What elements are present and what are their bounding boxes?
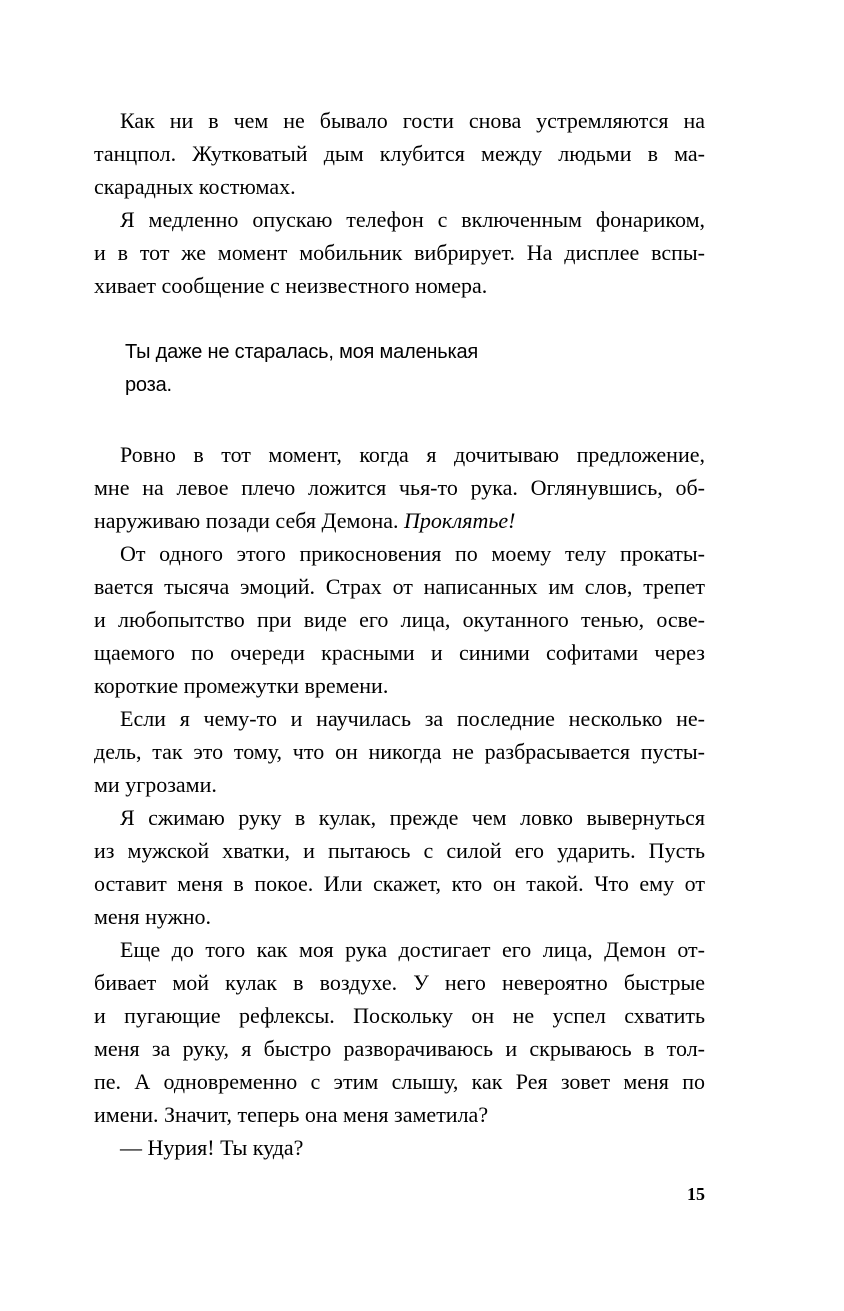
text-line xyxy=(94,137,705,170)
text-segment: Я медленно опускаю телефон с включенным фонариком, xyxy=(120,207,705,232)
text-segment: оставит меня в покое. Или скажет, кто он такой. Что ему от xyxy=(94,871,705,896)
text-segment: короткие промежутки времени. xyxy=(94,673,389,698)
text-line xyxy=(94,735,705,768)
text-segment: скарадных костюмах. xyxy=(94,174,296,199)
text-segment: пе. А одновременно с этим слышу, как Рея зовет меня по xyxy=(94,1069,705,1094)
text-line xyxy=(94,537,705,570)
text-line xyxy=(94,999,705,1032)
paragraph xyxy=(94,104,705,203)
text-block xyxy=(94,104,705,1164)
text-line xyxy=(125,369,705,402)
text-segment: роза. xyxy=(125,374,172,396)
paragraph xyxy=(94,438,705,537)
text-line xyxy=(94,702,705,735)
paragraph xyxy=(94,702,705,801)
text-line xyxy=(94,834,705,867)
text-line xyxy=(94,966,705,999)
text-line xyxy=(94,1032,705,1065)
dialogue-line xyxy=(94,1131,705,1164)
paragraph xyxy=(94,801,705,933)
text-line xyxy=(94,801,705,834)
text-segment: Еще до того как моя рука достигает его лица, Демон от- xyxy=(120,937,705,962)
text-line xyxy=(94,170,705,203)
text-segment: бивает мой кулак в воздухе. У него невероятно быстрые xyxy=(94,970,705,995)
text-line xyxy=(94,1131,705,1164)
text-segment: из мужской хватки, и пытаюсь с силой его ударить. Пусть xyxy=(94,838,705,863)
text-segment: и любопытство при виде его лица, окутанного тенью, осве- xyxy=(94,607,705,632)
text-line xyxy=(94,471,705,504)
text-line xyxy=(94,636,705,669)
text-line xyxy=(94,669,705,702)
text-segment: ми угрозами. xyxy=(94,772,217,797)
text-line xyxy=(94,269,705,302)
text-line xyxy=(94,438,705,471)
text-segment: наруживаю позади себя Демона. xyxy=(94,508,404,533)
text-segment: — Нурия! Ты куда? xyxy=(120,1135,304,1160)
text-segment: меня за руку, я быстро разворачиваюсь и скрываюсь в тол- xyxy=(94,1036,705,1061)
text-line xyxy=(94,900,705,933)
text-segment: и в тот же момент мобильник вибрирует. На дисплее вспы- xyxy=(94,240,705,265)
text-line xyxy=(94,236,705,269)
text-segment: танцпол. Жутковатый дым клубится между людьми в ма- xyxy=(94,141,705,166)
sms-message xyxy=(94,336,705,402)
text-segment: имени. Значит, теперь она меня заметила? xyxy=(94,1102,489,1127)
text-line xyxy=(94,1098,705,1131)
text-segment: Как ни в чем не бывало гости снова устремляются на xyxy=(120,108,705,133)
text-line xyxy=(94,203,705,236)
text-segment: вается тысяча эмоций. Страх от написанных им слов, трепет xyxy=(94,574,705,599)
text-line xyxy=(94,768,705,801)
text-segment: Если я чему-то и научилась за последние несколько не- xyxy=(120,706,705,731)
text-segment: Я сжимаю руку в кулак, прежде чем ловко вывернуться xyxy=(120,805,705,830)
text-line xyxy=(125,336,705,369)
text-segment: и пугающие рефлексы. Поскольку он не успел схватить xyxy=(94,1003,705,1028)
paragraph xyxy=(94,933,705,1131)
text-line xyxy=(94,504,705,537)
text-line xyxy=(94,570,705,603)
text-segment: дель, так это тому, что он никогда не разбрасывается пусты- xyxy=(94,739,705,764)
paragraph xyxy=(94,203,705,302)
paragraph xyxy=(94,537,705,702)
text-segment: Ровно в тот момент, когда я дочитываю предложение, xyxy=(120,442,705,467)
text-line xyxy=(94,1065,705,1098)
text-line xyxy=(94,867,705,900)
text-segment: хивает сообщение с неизвестного номера. xyxy=(94,273,488,298)
emphasized-text: Проклятье! xyxy=(404,508,516,533)
text-segment: меня нужно. xyxy=(94,904,212,929)
text-line xyxy=(94,933,705,966)
text-segment: Ты даже не старалась, моя маленькая xyxy=(125,341,479,363)
text-line xyxy=(94,104,705,137)
text-segment: От одного этого прикосновения по моему телу прокаты- xyxy=(120,541,705,566)
text-segment: щаемого по очереди красными и синими софитами через xyxy=(94,640,705,665)
text-line xyxy=(94,603,705,636)
text-segment: мне на левое плечо ложится чья-то рука. Оглянувшись, об- xyxy=(94,475,705,500)
page-number: 15 xyxy=(687,1184,705,1204)
